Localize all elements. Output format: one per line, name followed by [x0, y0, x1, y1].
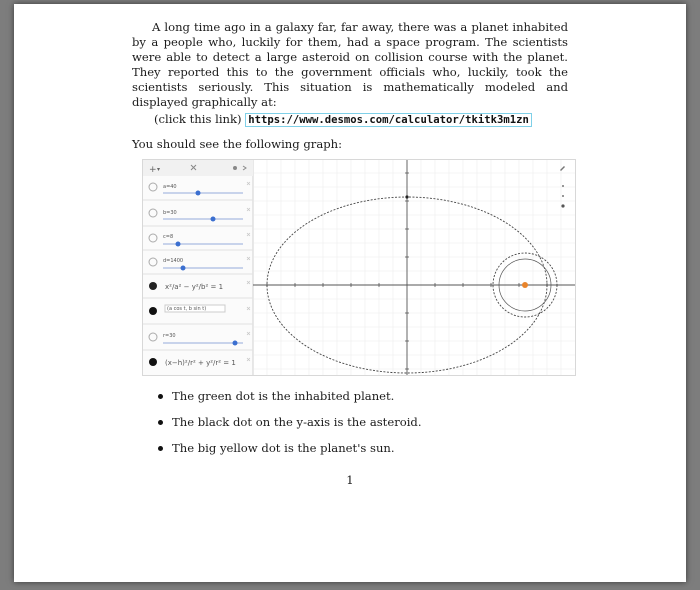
- svg-text:a=40: a=40: [163, 184, 177, 190]
- link-line: [154, 112, 532, 126]
- see-graph-text: You should see the following graph:: [132, 137, 343, 151]
- zoom-in-icon: [562, 185, 564, 187]
- add-icon: +: [149, 165, 157, 175]
- page-number: 1: [346, 473, 354, 487]
- svg-text:x²/a² − y²/b² = 1: x²/a² − y²/b² = 1: [165, 283, 224, 291]
- svg-text:b=30: b=30: [163, 210, 177, 216]
- svg-text:d=1400: d=1400: [163, 258, 184, 264]
- list-item: The green dot is the inhabited planet.: [158, 389, 422, 415]
- link-prefix: (click this link): [154, 112, 242, 126]
- bullet-list: [158, 389, 422, 467]
- intro-paragraph: A long time ago in a galaxy far, far away, there was a planet inhabited by a people who, luckily for them, had a space program. The scientists were able to detect a large asteroid on collision course with the planet. They reported this to the government officials who, luckily, took the scientists seriously. This situation is mathematically modeled and displayed graphically at:: [132, 20, 568, 109]
- zoom-out-icon: [562, 195, 564, 197]
- desmos-screenshot: [142, 159, 576, 376]
- dropdown-icon: ▾: [157, 166, 161, 173]
- svg-text:(a cos t, b sin t): (a cos t, b sin t): [167, 306, 207, 312]
- svg-text:(x−h)²/r² + y²/r² = 1: (x−h)²/r² + y²/r² = 1: [165, 359, 236, 367]
- sun-dot: [522, 282, 528, 288]
- settings-icon: [233, 166, 237, 170]
- graph-grid: [253, 160, 575, 375]
- asteroid-dot: [405, 195, 408, 198]
- document-page: [14, 4, 686, 582]
- svg-text:r=30: r=30: [163, 333, 176, 339]
- list-item: The black dot on the y-axis is the asteroid.: [158, 415, 422, 441]
- desmos-link[interactable]: https://www.desmos.com/calculator/tkitk3m1zn: [245, 113, 532, 127]
- list-item: The big yellow dot is the planet's sun.: [158, 441, 422, 467]
- svg-text:c=8: c=8: [163, 234, 174, 240]
- home-icon: [561, 204, 564, 207]
